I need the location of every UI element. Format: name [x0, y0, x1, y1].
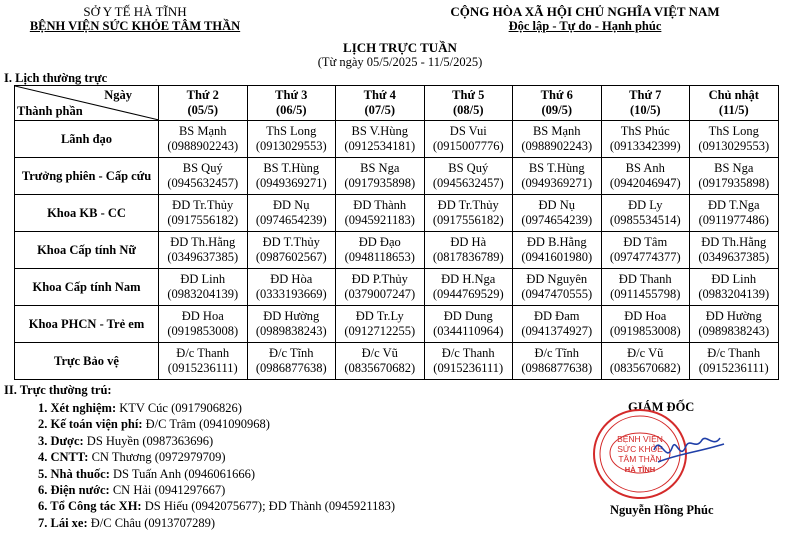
staff-phone: (0983204139): [698, 287, 770, 301]
duty-cell: [247, 269, 336, 306]
duty-cell: [690, 158, 779, 195]
duty-cell: [690, 195, 779, 232]
staff-name: ĐD T.Nga: [707, 198, 760, 212]
staff-name: ThS Phúc: [620, 124, 670, 138]
day-header: [601, 86, 690, 121]
svg-text:TÂM THẦN: TÂM THẦN: [618, 454, 662, 464]
svg-text:BỆNH VIỆN: BỆNH VIỆN: [617, 434, 663, 444]
duty-cell: [424, 121, 513, 158]
duty-cell: [159, 269, 248, 306]
staff-name: BS Mạnh: [532, 124, 581, 138]
duty-cell: [336, 343, 425, 380]
duty-cell: [513, 232, 602, 269]
staff-name: ĐD Hòa: [270, 272, 313, 286]
svg-text:SỨC KHỎE: SỨC KHỎE: [617, 444, 663, 454]
duty-cell: [601, 195, 690, 232]
staff-phone: (0985534514): [609, 213, 681, 227]
staff-phone: (0945632457): [432, 176, 504, 190]
staff-phone: (0915236111): [433, 361, 504, 375]
permanent-duty-item: [38, 400, 395, 416]
table-row: [15, 343, 779, 380]
staff-name: ĐD Th.Hằng: [170, 235, 236, 249]
staff-name: ĐD H.Nga: [441, 272, 496, 286]
staff-phone: (0919853008): [609, 324, 681, 338]
staff-name: Đ/c Vũ: [627, 346, 664, 360]
staff-name: ĐD Tr.Ly: [355, 309, 404, 323]
duty-cell: [424, 158, 513, 195]
duty-cell: [424, 195, 513, 232]
table-row: [15, 158, 779, 195]
duty-cell: [159, 306, 248, 343]
day-name: Thứ 3: [275, 88, 308, 102]
duty-cell: [513, 158, 602, 195]
staff-phone: (0912534181): [344, 139, 416, 153]
staff-name: ĐD Hoa: [181, 309, 224, 323]
staff-name: ĐD Dung: [443, 309, 493, 323]
document-title: LỊCH TRỰC TUẦN: [343, 40, 457, 55]
staff-name: ĐD Tr.Thủy: [437, 198, 499, 212]
row-label: Khoa KB - CC: [15, 195, 159, 232]
staff-name: ĐD Thành: [353, 198, 407, 212]
duty-cell: [336, 195, 425, 232]
staff-phone: (0379007247): [344, 287, 416, 301]
staff-phone: (0913342399): [609, 139, 681, 153]
staff-name: ĐD Thanh: [618, 272, 672, 286]
duty-cell: [513, 195, 602, 232]
day-name: Thứ 7: [629, 88, 662, 102]
duty-label: 6. Điện nước:: [38, 483, 110, 498]
staff-phone: (0917935898): [344, 176, 416, 190]
corner-day-label: Ngày: [104, 88, 132, 102]
staff-phone: (0986877638): [255, 361, 327, 375]
staff-phone: (0344110964): [433, 324, 504, 338]
staff-phone: (0913029553): [698, 139, 770, 153]
day-name: Thứ 5: [452, 88, 485, 102]
row-label: Khoa Cấp tính Nam: [15, 269, 159, 306]
staff-phone: (0917935898): [698, 176, 770, 190]
table-row: [15, 232, 779, 269]
day-date: (07/5): [364, 103, 396, 117]
corner-header-cell: [15, 86, 159, 121]
staff-phone: (0349637385): [698, 250, 770, 264]
duty-cell: [247, 121, 336, 158]
staff-phone: (0974654239): [255, 213, 327, 227]
table-row: [15, 306, 779, 343]
duty-label: 7. Lái xe:: [38, 515, 88, 530]
staff-phone: (0949369271): [255, 176, 327, 190]
duty-cell: [424, 269, 513, 306]
staff-name: DS Vui: [449, 124, 487, 138]
hospital-name: BỆNH VIỆN SỨC KHỎE TÂM THẦN: [29, 19, 241, 33]
staff-name: ĐD Hường: [705, 309, 762, 323]
duty-cell: [513, 306, 602, 343]
duty-cell: [601, 269, 690, 306]
table-row: [15, 195, 779, 232]
staff-name: ĐD Đam: [534, 309, 580, 323]
day-header: [336, 86, 425, 121]
svg-text:HÀ TĨNH: HÀ TĨNH: [624, 465, 656, 474]
row-label: Trực Bảo vệ: [15, 343, 159, 380]
permanent-duty-item: [38, 515, 395, 531]
staff-name: Đ/c Thanh: [176, 346, 230, 360]
day-name: Chủ nhật: [708, 88, 759, 102]
duty-cell: [601, 343, 690, 380]
duty-label: 2. Kế toán viện phí:: [38, 417, 143, 432]
duty-value: CN Thương (0972979709): [88, 450, 226, 465]
staff-name: Đ/c Thanh: [707, 346, 761, 360]
permanent-duty-item: [38, 466, 395, 482]
staff-phone: (0835670682): [344, 361, 416, 375]
section2-title: II. Trực thường trú:: [4, 383, 112, 397]
staff-name: BS T.Hùng: [263, 161, 320, 175]
duty-value: Đ/C Châu (0913707289): [87, 515, 216, 530]
staff-phone: (0987602567): [255, 250, 327, 264]
staff-phone: (0919853008): [167, 324, 239, 338]
duty-value: CN Hải (0941297667): [109, 483, 226, 498]
permanent-duty-item: [38, 416, 395, 432]
staff-phone: (0917556182): [167, 213, 239, 227]
staff-phone: (0915236111): [167, 361, 238, 375]
staff-name: ĐD Tr.Thủy: [172, 198, 234, 212]
staff-name: ĐD Nụ: [538, 198, 575, 212]
staff-name: Đ/c Vũ: [361, 346, 398, 360]
staff-phone: (0911455798): [610, 287, 681, 301]
staff-name: ĐD Hường: [263, 309, 320, 323]
permanent-duty-item: [38, 498, 395, 514]
duty-label: 5. Nhà thuốc:: [38, 466, 110, 481]
staff-phone: (0989838243): [255, 324, 327, 338]
staff-phone: (0986877638): [521, 361, 593, 375]
staff-name: ĐD Hà: [450, 235, 487, 249]
table-row: [15, 121, 779, 158]
staff-name: ĐD B.Hằng: [526, 235, 587, 249]
row-label: Khoa Cấp tính Nữ: [15, 232, 159, 269]
header-left: [0, 4, 270, 34]
staff-name: BS T.Hùng: [528, 161, 585, 175]
duty-cell: [690, 269, 779, 306]
staff-phone: (0945921183): [344, 213, 415, 227]
staff-name: BS Quý: [448, 161, 489, 175]
duty-label: 4. CNTT:: [38, 450, 89, 465]
staff-phone: (0945632457): [167, 176, 239, 190]
duty-cell: [159, 232, 248, 269]
duty-cell: [424, 343, 513, 380]
staff-phone: (0948118653): [344, 250, 415, 264]
staff-phone: (0349637385): [167, 250, 239, 264]
duty-cell: [247, 343, 336, 380]
staff-name: ĐD Linh: [711, 272, 757, 286]
duty-cell: [159, 195, 248, 232]
duty-value: DS Tuấn Anh (0946061666): [109, 466, 256, 481]
staff-name: BS Anh: [625, 161, 665, 175]
duty-label: 3. Dược:: [38, 433, 84, 448]
duty-cell: [336, 158, 425, 195]
staff-name: Đ/c Thanh: [441, 346, 495, 360]
duty-cell: [690, 343, 779, 380]
staff-phone: (0941374927): [521, 324, 593, 338]
duty-cell: [159, 343, 248, 380]
duty-cell: [690, 232, 779, 269]
staff-phone: (0835670682): [609, 361, 681, 375]
staff-name: ĐD Đạo: [358, 235, 401, 249]
duty-cell: [424, 306, 513, 343]
staff-phone: (0944769529): [432, 287, 504, 301]
day-name: Thứ 6: [540, 88, 573, 102]
duty-label: 1. Xét nghiệm:: [38, 401, 117, 415]
duty-cell: [601, 121, 690, 158]
day-header: [424, 86, 513, 121]
duty-cell: [336, 269, 425, 306]
signer-name: Nguyễn Hồng Phúc: [610, 503, 714, 517]
section1-title: I. Lịch thường trực: [4, 71, 108, 85]
duty-cell: [513, 269, 602, 306]
staff-name: ĐD Nụ: [273, 198, 310, 212]
permanent-duty-item: [38, 449, 395, 465]
duty-cell: [247, 232, 336, 269]
header-right: [420, 4, 750, 34]
row-label: Lãnh đạo: [15, 121, 159, 158]
staff-phone: (0333193669): [255, 287, 327, 301]
duty-schedule-table: [14, 85, 779, 380]
duty-value: KTV Cúc (0917906826): [116, 401, 242, 415]
staff-phone: (0913029553): [255, 139, 327, 153]
duty-cell: [247, 158, 336, 195]
staff-name: ĐD Th.Hằng: [701, 235, 767, 249]
staff-name: ĐD Ly: [628, 198, 663, 212]
department-name: SỞ Y TẾ HÀ TĨNH: [83, 4, 187, 19]
staff-phone: (0983204139): [167, 287, 239, 301]
staff-phone: (0974774377): [609, 250, 681, 264]
day-header: [159, 86, 248, 121]
duty-cell: [336, 232, 425, 269]
duty-cell: [601, 158, 690, 195]
duty-cell: [247, 195, 336, 232]
day-name: Thứ 4: [363, 88, 396, 102]
staff-name: BS Nga: [360, 161, 400, 175]
staff-name: BS Mạnh: [178, 124, 227, 138]
table-row: [15, 269, 779, 306]
signer-role: GIÁM ĐỐC: [628, 400, 695, 414]
staff-name: BS Nga: [714, 161, 754, 175]
staff-phone: (0988902243): [521, 139, 593, 153]
duty-cell: [159, 121, 248, 158]
staff-name: BS Quý: [182, 161, 223, 175]
document-subtitle: (Từ ngày 05/5/2025 - 11/5/2025): [317, 55, 483, 69]
staff-name: ThS Long: [708, 124, 759, 138]
duty-label: 6. Tổ Công tác XH:: [38, 499, 142, 514]
duty-cell: [513, 343, 602, 380]
national-motto: Độc lập - Tự do - Hạnh phúc: [508, 19, 662, 33]
staff-phone: (0917556182): [432, 213, 504, 227]
permanent-duty-list: [38, 400, 395, 531]
day-date: (11/5): [718, 103, 749, 117]
duty-value: DS Hiếu (0942075677); ĐD Thành (0945921183): [141, 499, 396, 514]
day-header: [690, 86, 779, 121]
duty-cell: [513, 121, 602, 158]
duty-value: DS Huyền (0987363696): [83, 433, 214, 448]
hospital-stamp-and-signature: [588, 404, 728, 504]
day-date: (06/5): [275, 103, 307, 117]
staff-phone: (0915236111): [698, 361, 769, 375]
schedule-body: [15, 121, 779, 380]
staff-phone: (0912712255): [344, 324, 416, 338]
permanent-duty-item: [38, 433, 395, 449]
day-header: [247, 86, 336, 121]
duty-cell: [336, 121, 425, 158]
staff-name: ĐD P.Thủy: [351, 272, 408, 286]
national-title: CỘNG HÒA XÃ HỘI CHỦ NGHĨA VIỆT NAM: [450, 4, 720, 19]
staff-name: Đ/c Tĩnh: [268, 346, 314, 360]
day-date: (10/5): [629, 103, 661, 117]
day-date: (09/5): [541, 103, 573, 117]
duty-cell: [601, 232, 690, 269]
duty-cell: [601, 306, 690, 343]
staff-phone: (0989838243): [698, 324, 770, 338]
staff-name: Đ/c Tĩnh: [534, 346, 580, 360]
day-name: Thứ 2: [186, 88, 219, 102]
staff-name: ĐD Hoa: [624, 309, 667, 323]
row-label: Trưởng phiên - Cấp cứu: [15, 158, 159, 195]
staff-phone: (0988902243): [167, 139, 239, 153]
duty-cell: [424, 232, 513, 269]
staff-phone: (0915007776): [432, 139, 504, 153]
staff-phone: (0949369271): [521, 176, 593, 190]
staff-name: ThS Long: [266, 124, 317, 138]
corner-role-label: Thành phần: [17, 104, 83, 118]
staff-name: ĐD T.Thủy: [262, 235, 320, 249]
staff-phone: (0942046947): [609, 176, 681, 190]
staff-phone: (0947470555): [521, 287, 593, 301]
staff-phone: (0911977486): [698, 213, 769, 227]
staff-name: ĐD Nguyên: [526, 272, 588, 286]
staff-name: ĐD Tâm: [623, 235, 668, 249]
duty-cell: [336, 306, 425, 343]
staff-name: ĐD Linh: [180, 272, 226, 286]
day-date: (05/5): [187, 103, 219, 117]
staff-name: BS V.Hùng: [351, 124, 408, 138]
day-date: (08/5): [452, 103, 484, 117]
staff-phone: (0817836789): [432, 250, 504, 264]
row-label: Khoa PHCN - Trẻ em: [15, 306, 159, 343]
duty-cell: [690, 306, 779, 343]
duty-cell: [159, 158, 248, 195]
permanent-duty-item: [38, 482, 395, 498]
duty-cell: [690, 121, 779, 158]
staff-phone: (0941601980): [521, 250, 593, 264]
day-header: [513, 86, 602, 121]
duty-cell: [247, 306, 336, 343]
duty-value: Đ/C Trâm (0941090968): [142, 417, 270, 432]
staff-phone: (0974654239): [521, 213, 593, 227]
